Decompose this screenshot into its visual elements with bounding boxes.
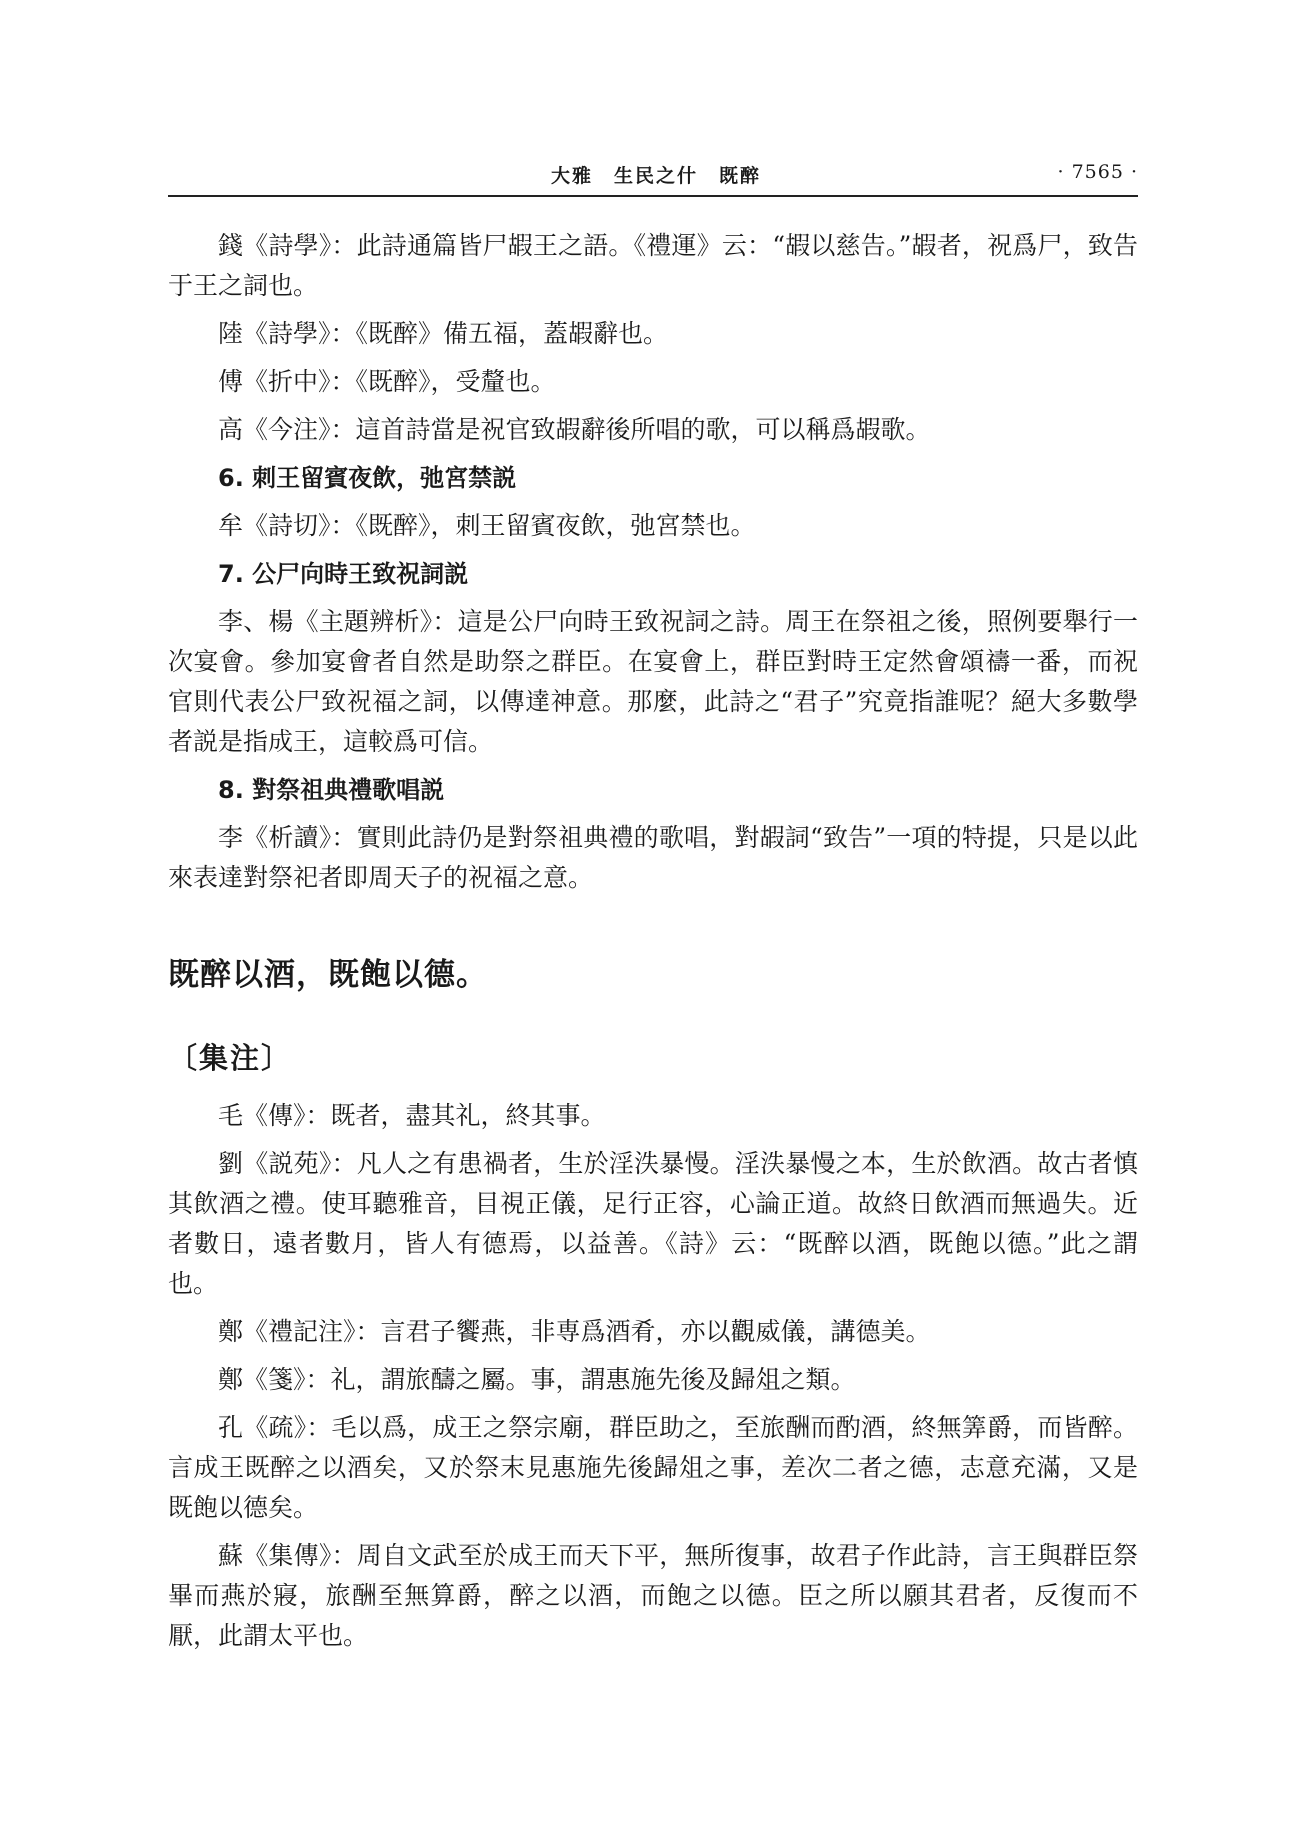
page-number: · 7565 · bbox=[1057, 161, 1138, 183]
commentary-group-1 bbox=[168, 226, 1138, 898]
commentary-paragraph: 蘇《集傳》：周自文武至於成王而天下平，無所復事，故君子作此詩，言王與群臣祭畢而燕於寢，旅酬至無算爵，醉之以酒，而飽之以德。臣之所以願其君者，反復而不厭，此謂太平也。 bbox=[168, 1541, 1138, 1650]
verse-line: 既醉以酒，既飽以德。 bbox=[168, 957, 488, 993]
commentary-paragraph: 毛《傳》：既者，盡其礼，終其事。 bbox=[218, 1101, 606, 1130]
running-header-title: 大雅 生民之什 既醉 bbox=[551, 165, 762, 187]
subheading: 8. 對祭祖典禮歌唱説 bbox=[218, 776, 445, 804]
commentary-paragraph: 李、楊《主題辨析》：這是公尸向時王致祝詞之詩。周王在祭祖之後，照例要舉行一次宴會。參加宴會者自然是助祭之群臣。在宴會上，群臣對時王定然會頌禱一番，而祝官則代表公尸致祝福之詞，以傳達神意。那麼，此詩之“君子”究竟指誰呢？絕大多數學者説是指成王，這較爲可信。 bbox=[168, 607, 1138, 756]
page-body bbox=[168, 226, 1138, 1664]
commentary-paragraph: 牟《詩切》：《既醉》，刺王留賓夜飲，弛宮禁也。 bbox=[218, 511, 756, 540]
commentary-paragraph: 孔《疏》：毛以爲，成王之祭宗廟，群臣助之，至旅酬而酌酒，終無筭爵，而皆醉。言成王既醉之以酒矣，又於祭末見惠施先後歸俎之事，差次二者之德，志意充滿，又是既飽以德矣。 bbox=[168, 1413, 1138, 1522]
section-title: 〔集注〕 bbox=[168, 1041, 293, 1075]
commentary-paragraph: 錢《詩學》：此詩通篇皆尸嘏王之語。《禮運》云：“嘏以慈告。”嘏者，祝爲尸，致告于王之詞也。 bbox=[168, 231, 1138, 300]
commentary-paragraph: 劉《説苑》：凡人之有患禍者，生於淫泆暴慢。淫泆暴慢之本，生於飲酒。故古者慎其飲酒之禮。使耳聽雅音，目視正儀，足行正容，心論正道。故終日飲酒而無過失。近者數日，遠者數月，皆人有德焉，以益善。《詩》云：“既醉以酒，既飽以德。”此之謂也。 bbox=[168, 1149, 1138, 1298]
commentary-paragraph: 陸《詩學》：《既醉》備五福，蓋嘏辭也。 bbox=[218, 319, 669, 348]
commentary-paragraph: 高《今注》：這首詩當是祝官致嘏辭後所唱的歌，可以稱爲嘏歌。 bbox=[218, 415, 931, 444]
header-rule bbox=[168, 195, 1138, 197]
commentary-group-2 bbox=[168, 1096, 1138, 1656]
subheading: 6. 刺王留賓夜飲，弛宮禁説 bbox=[218, 464, 517, 492]
running-header bbox=[168, 157, 1138, 199]
commentary-paragraph: 鄭《禮記注》：言君子饗燕，非専爲酒肴，亦以觀威儀，講德美。 bbox=[218, 1317, 931, 1346]
commentary-paragraph: 傅《折中》：《既醉》，受釐也。 bbox=[218, 367, 556, 396]
subheading: 7. 公尸向時王致祝詞説 bbox=[218, 560, 469, 588]
commentary-paragraph: 鄭《箋》：礼，謂旅醻之屬。事，謂惠施先後及歸俎之類。 bbox=[218, 1365, 856, 1394]
commentary-paragraph: 李《析讀》：實則此詩仍是對祭祖典禮的歌唱，對嘏詞“致告”一項的特提，只是以此來表達對祭祀者即周天子的祝福之意。 bbox=[168, 823, 1138, 892]
